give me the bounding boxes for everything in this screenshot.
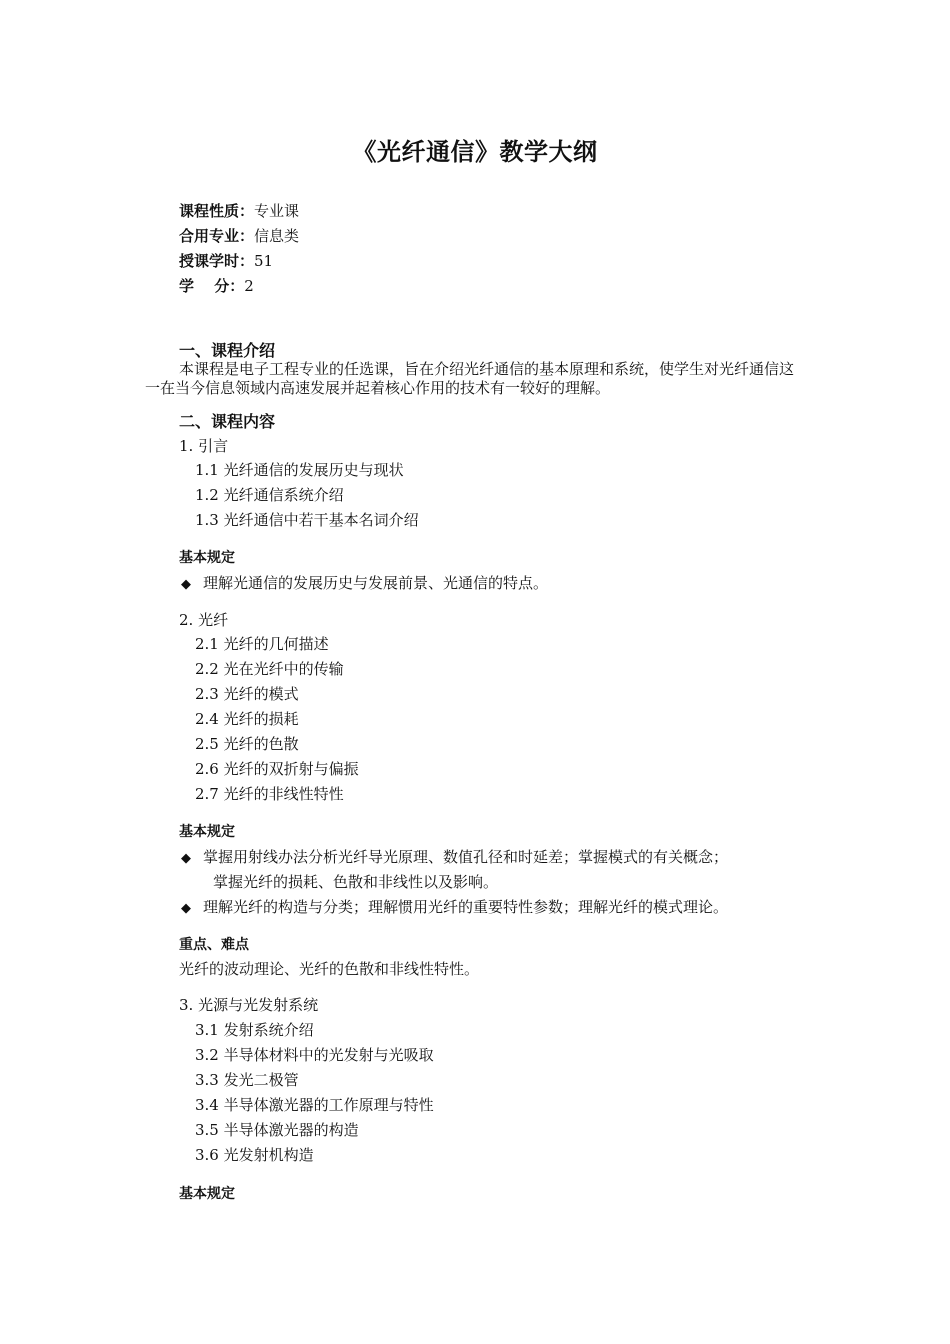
requirement-item <box>181 896 728 917</box>
chapter-2-sub: 2.4 光纤的损耗 <box>195 710 299 728</box>
chapter-3-sub: 3.5 半导体激光器的构造 <box>195 1121 359 1139</box>
requirements-label: 基本规定 <box>179 824 235 840</box>
requirements-label: 基本规定 <box>179 1186 235 1202</box>
meta-value: 51 <box>254 252 274 270</box>
meta-value: 信息类 <box>254 227 300 245</box>
key-points-text: 光纤的波动理论、光纤的色散和非线性特性。 <box>179 960 480 978</box>
chapter-2-title: 2. 光纤 <box>179 611 229 629</box>
chapter-1-sub: 1.2 光纤通信系统介绍 <box>195 486 344 504</box>
chapter-2-sub: 2.1 光纤的几何描述 <box>195 635 329 653</box>
key-points-label: 重点、难点 <box>179 937 249 953</box>
requirement-text-continued: 掌握光纤的损耗、色散和非线性以及影响。 <box>213 873 499 891</box>
meta-course-nature <box>179 199 299 224</box>
chapter-2-sub: 2.5 光纤的色散 <box>195 735 299 753</box>
meta-key: 合用专业： <box>179 227 255 245</box>
chapter-3-sub: 3.1 发射系统介绍 <box>195 1021 314 1039</box>
chapter-3-sub: 3.4 半导体激光器的工作原理与特性 <box>195 1096 434 1114</box>
requirement-text: 理解光通信的发展历史与发展前景、光通信的特点。 <box>203 574 549 592</box>
chapter-3-sub: 3.6 光发射机构造 <box>195 1146 314 1164</box>
chapter-1-sub: 1.1 光纤通信的发展历史与现状 <box>195 461 404 479</box>
chapter-2-sub: 2.7 光纤的非线性特性 <box>195 785 344 803</box>
bullet-diamond-icon: ◆ <box>181 901 191 916</box>
chapter-3-sub: 3.3 发光二极管 <box>195 1071 299 1089</box>
chapter-3-title: 3. 光源与光发射系统 <box>179 996 319 1014</box>
bullet-diamond-icon: ◆ <box>181 851 191 866</box>
meta-applicable-major <box>179 224 299 249</box>
chapter-2-sub: 2.3 光纤的模式 <box>195 685 299 703</box>
meta-credits <box>179 274 254 299</box>
meta-hours <box>179 249 273 274</box>
chapter-2-sub: 2.6 光纤的双折射与偏振 <box>195 760 359 778</box>
chapter-1-sub: 1.3 光纤通信中若干基本名词介绍 <box>195 511 419 529</box>
requirements-label: 基本规定 <box>179 550 235 566</box>
requirement-text: 理解光纤的构造与分类；理解惯用光纤的重要特性参数；理解光纤的模式理论。 <box>203 898 729 916</box>
meta-value: 专业课 <box>254 202 300 220</box>
chapter-2-sub: 2.2 光在光纤中的传输 <box>195 660 344 678</box>
bullet-diamond-icon: ◆ <box>181 577 191 592</box>
document-title: 《光纤通信》教学大纲 <box>352 137 598 166</box>
section-heading-content: 二、课程内容 <box>179 412 276 431</box>
chapter-3-sub: 3.2 半导体材料中的光发射与光吸取 <box>195 1046 434 1064</box>
meta-value: 2 <box>244 277 254 295</box>
meta-key: 课程性质： <box>179 202 255 220</box>
section-intro-text: 本课程是电子工程专业的任选课，旨在介绍光纤通信的基本原理和系统，使学生对光纤通信这一在当今信息领域内高速发展并起着核心作用的技术有一较好的理解。 <box>145 360 795 397</box>
meta-key: 授课学时： <box>179 252 255 270</box>
requirement-text: 掌握用射线办法分析光纤导光原理、数值孔径和时延差；掌握模式的有关概念； <box>203 848 729 866</box>
chapter-1-title: 1. 引言 <box>179 437 229 455</box>
section-heading-intro: 一、课程介绍 <box>179 341 276 360</box>
meta-key: 学 分： <box>179 277 245 295</box>
requirement-item <box>181 572 548 593</box>
requirement-item <box>181 846 728 867</box>
